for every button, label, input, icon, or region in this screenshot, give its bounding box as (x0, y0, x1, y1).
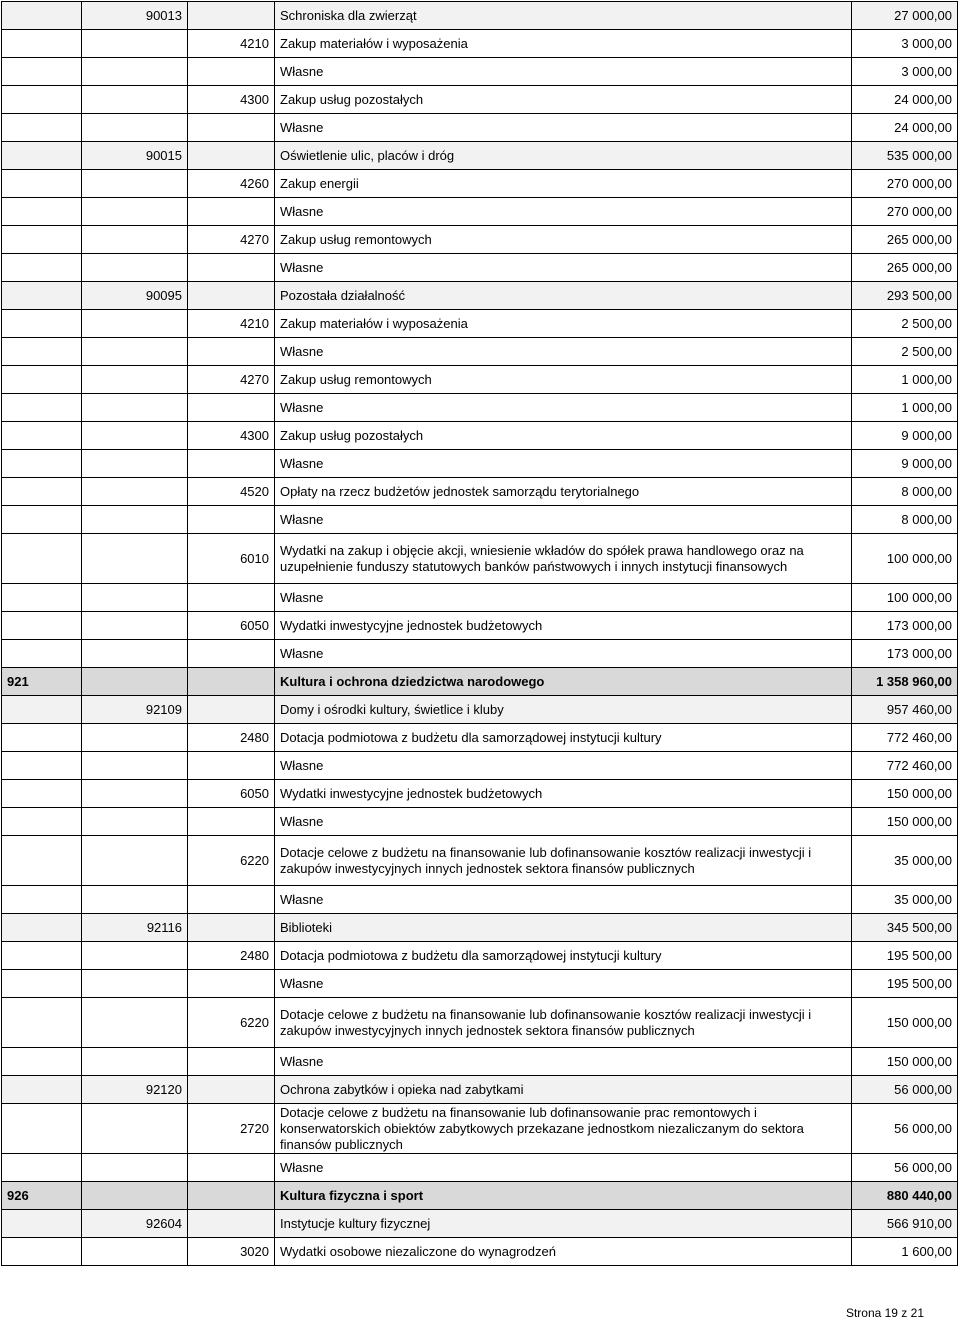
chapter-row (2, 914, 958, 942)
item-name-cell: Zakup usług remontowych (275, 366, 852, 394)
amount-cell: 195 500,00 (852, 970, 958, 998)
section-code-cell (2, 640, 82, 668)
item-name-cell: Ochrona zabytków i opieka nad zabytkami (275, 1076, 852, 1104)
paragraph-row (2, 30, 958, 58)
amount-cell: 9 000,00 (852, 450, 958, 478)
section-code-cell (2, 254, 82, 282)
chapter-code-cell: 92116 (82, 914, 188, 942)
section-code-cell (2, 422, 82, 450)
paragraph-code-cell (188, 338, 275, 366)
item-name-cell: Dotacje celowe z budżetu na finansowanie lub dofinansowanie prac remontowych i konserwatorskich obiektów zabytkowych przekazane jednostkom niezaliczanym do sektora finansów publicznych (275, 1104, 852, 1154)
paragraph-row (2, 422, 958, 450)
paragraph-code-cell: 4210 (188, 30, 275, 58)
source-row (2, 198, 958, 226)
item-name-cell: Wydatki na zakup i objęcie akcji, wniesienie wkładów do spółek prawa handlowego oraz na uzupełnienie funduszy statutowych banków państwowych i innych instytucji finansowych (275, 534, 852, 584)
source-row (2, 640, 958, 668)
section-code-cell (2, 310, 82, 338)
paragraph-code-cell (188, 584, 275, 612)
item-name-cell: Zakup materiałów i wyposażenia (275, 30, 852, 58)
paragraph-code-cell: 4270 (188, 366, 275, 394)
amount-cell: 173 000,00 (852, 640, 958, 668)
section-code-cell (2, 724, 82, 752)
paragraph-code-cell (188, 254, 275, 282)
chapter-code-cell (82, 338, 188, 366)
section-code-cell (2, 170, 82, 198)
section-code-cell (2, 1048, 82, 1076)
item-name-cell: Domy i ośrodki kultury, świetlice i kluby (275, 696, 852, 724)
item-name-cell: Własne (275, 58, 852, 86)
paragraph-code-cell (188, 640, 275, 668)
paragraph-row (2, 170, 958, 198)
item-name-cell: Dotacja podmiotowa z budżetu dla samorządowej instytucji kultury (275, 942, 852, 970)
item-name-cell: Własne (275, 808, 852, 836)
section-code-cell (2, 506, 82, 534)
item-name-cell: Zakup energii (275, 170, 852, 198)
paragraph-code-cell: 6010 (188, 534, 275, 584)
amount-cell: 566 910,00 (852, 1210, 958, 1238)
chapter-code-cell (82, 450, 188, 478)
item-name-cell: Kultura i ochrona dziedzictwa narodowego (275, 668, 852, 696)
chapter-code-cell (82, 998, 188, 1048)
section-code-cell (2, 226, 82, 254)
item-name-cell: Własne (275, 640, 852, 668)
item-name-cell: Własne (275, 506, 852, 534)
paragraph-code-cell (188, 450, 275, 478)
section-code-cell (2, 836, 82, 886)
chapter-code-cell (82, 942, 188, 970)
item-name-cell: Własne (275, 450, 852, 478)
page-number: Strona 19 z 21 (845, 1306, 924, 1320)
amount-cell: 2 500,00 (852, 310, 958, 338)
chapter-code-cell (82, 86, 188, 114)
budget-expenditure-table (1, 1, 958, 1266)
chapter-code-cell (82, 612, 188, 640)
amount-cell: 150 000,00 (852, 1048, 958, 1076)
section-code-cell (2, 1154, 82, 1182)
paragraph-row (2, 942, 958, 970)
source-row (2, 752, 958, 780)
source-row (2, 584, 958, 612)
paragraph-code-cell: 2480 (188, 942, 275, 970)
chapter-code-cell (82, 506, 188, 534)
section-code-cell (2, 886, 82, 914)
item-name-cell: Biblioteki (275, 914, 852, 942)
chapter-code-cell (82, 1048, 188, 1076)
item-name-cell: Zakup usług remontowych (275, 226, 852, 254)
source-row (2, 254, 958, 282)
chapter-row (2, 142, 958, 170)
source-row (2, 886, 958, 914)
amount-cell: 270 000,00 (852, 170, 958, 198)
source-row (2, 450, 958, 478)
amount-cell: 3 000,00 (852, 58, 958, 86)
source-row (2, 1154, 958, 1182)
chapter-code-cell (82, 1182, 188, 1210)
chapter-code-cell (82, 422, 188, 450)
amount-cell: 35 000,00 (852, 886, 958, 914)
section-code-cell (2, 450, 82, 478)
chapter-code-cell (82, 836, 188, 886)
amount-cell: 772 460,00 (852, 724, 958, 752)
source-row (2, 114, 958, 142)
paragraph-row (2, 86, 958, 114)
paragraph-code-cell: 6050 (188, 780, 275, 808)
section-code-cell: 921 (2, 668, 82, 696)
amount-cell: 1 600,00 (852, 1238, 958, 1266)
item-name-cell: Wydatki inwestycyjne jednostek budżetowych (275, 612, 852, 640)
item-name-cell: Własne (275, 886, 852, 914)
chapter-row (2, 1076, 958, 1104)
paragraph-code-cell: 4520 (188, 478, 275, 506)
section-code-cell (2, 142, 82, 170)
section-code-cell (2, 752, 82, 780)
item-name-cell: Własne (275, 1048, 852, 1076)
amount-cell: 3 000,00 (852, 30, 958, 58)
paragraph-code-cell (188, 114, 275, 142)
chapter-code-cell: 92604 (82, 1210, 188, 1238)
item-name-cell: Kultura fizyczna i sport (275, 1182, 852, 1210)
source-row (2, 970, 958, 998)
amount-cell: 150 000,00 (852, 808, 958, 836)
section-code-cell (2, 30, 82, 58)
chapter-code-cell (82, 170, 188, 198)
section-code-cell: 926 (2, 1182, 82, 1210)
section-code-cell (2, 942, 82, 970)
source-row (2, 506, 958, 534)
item-name-cell: Instytucje kultury fizycznej (275, 1210, 852, 1238)
section-code-cell (2, 338, 82, 366)
chapter-code-cell (82, 254, 188, 282)
paragraph-code-cell (188, 808, 275, 836)
amount-cell: 265 000,00 (852, 254, 958, 282)
item-name-cell: Własne (275, 114, 852, 142)
chapter-code-cell (82, 808, 188, 836)
section-code-cell (2, 366, 82, 394)
section-code-cell (2, 1076, 82, 1104)
amount-cell: 265 000,00 (852, 226, 958, 254)
amount-cell: 880 440,00 (852, 1182, 958, 1210)
source-row (2, 808, 958, 836)
paragraph-code-cell: 2480 (188, 724, 275, 752)
section-code-cell (2, 394, 82, 422)
amount-cell: 270 000,00 (852, 198, 958, 226)
paragraph-code-cell (188, 1210, 275, 1238)
paragraph-code-cell (188, 198, 275, 226)
section-code-cell (2, 998, 82, 1048)
paragraph-code-cell: 4210 (188, 310, 275, 338)
chapter-code-cell: 90013 (82, 2, 188, 30)
paragraph-code-cell: 6220 (188, 836, 275, 886)
chapter-code-cell (82, 478, 188, 506)
paragraph-code-cell (188, 970, 275, 998)
amount-cell: 100 000,00 (852, 534, 958, 584)
amount-cell: 345 500,00 (852, 914, 958, 942)
chapter-code-cell (82, 970, 188, 998)
section-code-cell (2, 86, 82, 114)
section-code-cell (2, 478, 82, 506)
paragraph-code-cell (188, 886, 275, 914)
section-code-cell (2, 808, 82, 836)
amount-cell: 24 000,00 (852, 86, 958, 114)
paragraph-code-cell (188, 282, 275, 310)
item-name-cell: Własne (275, 584, 852, 612)
chapter-code-cell (82, 310, 188, 338)
amount-cell: 772 460,00 (852, 752, 958, 780)
section-code-cell (2, 612, 82, 640)
source-row (2, 338, 958, 366)
chapter-code-cell (82, 394, 188, 422)
item-name-cell: Zakup usług pozostałych (275, 86, 852, 114)
chapter-row (2, 696, 958, 724)
item-name-cell: Własne (275, 1154, 852, 1182)
item-name-cell: Własne (275, 970, 852, 998)
section-code-cell (2, 534, 82, 584)
section-code-cell (2, 58, 82, 86)
item-name-cell: Własne (275, 198, 852, 226)
amount-cell: 24 000,00 (852, 114, 958, 142)
chapter-code-cell (82, 1238, 188, 1266)
section-code-cell (2, 780, 82, 808)
paragraph-row (2, 724, 958, 752)
amount-cell: 150 000,00 (852, 998, 958, 1048)
paragraph-row (2, 478, 958, 506)
amount-cell: 293 500,00 (852, 282, 958, 310)
paragraph-code-cell (188, 1182, 275, 1210)
chapter-code-cell (82, 114, 188, 142)
item-name-cell: Dotacje celowe z budżetu na finansowanie lub dofinansowanie kosztów realizacji inwestycji i zakupów inwestycyjnych innych jednostek sektora finansów publicznych (275, 998, 852, 1048)
amount-cell: 100 000,00 (852, 584, 958, 612)
amount-cell: 1 000,00 (852, 366, 958, 394)
paragraph-code-cell (188, 1154, 275, 1182)
paragraph-row (2, 998, 958, 1048)
item-name-cell: Dotacja podmiotowa z budżetu dla samorządowej instytucji kultury (275, 724, 852, 752)
section-code-cell (2, 1238, 82, 1266)
section-code-cell (2, 696, 82, 724)
chapter-code-cell: 90015 (82, 142, 188, 170)
amount-cell: 2 500,00 (852, 338, 958, 366)
section-code-cell (2, 2, 82, 30)
paragraph-code-cell: 2720 (188, 1104, 275, 1154)
chapter-code-cell (82, 58, 188, 86)
amount-cell: 957 460,00 (852, 696, 958, 724)
section-code-cell (2, 198, 82, 226)
paragraph-code-cell: 4300 (188, 422, 275, 450)
item-name-cell: Wydatki inwestycyjne jednostek budżetowych (275, 780, 852, 808)
chapter-code-cell: 92120 (82, 1076, 188, 1104)
item-name-cell: Dotacje celowe z budżetu na finansowanie lub dofinansowanie kosztów realizacji inwestycji i zakupów inwestycyjnych innych jednostek sektora finansów publicznych (275, 836, 852, 886)
chapter-code-cell (82, 584, 188, 612)
section-row (2, 668, 958, 696)
amount-cell: 56 000,00 (852, 1104, 958, 1154)
amount-cell: 27 000,00 (852, 2, 958, 30)
section-code-cell (2, 914, 82, 942)
paragraph-row (2, 1104, 958, 1154)
amount-cell: 9 000,00 (852, 422, 958, 450)
amount-cell: 8 000,00 (852, 506, 958, 534)
chapter-code-cell (82, 30, 188, 58)
item-name-cell: Zakup usług pozostałych (275, 422, 852, 450)
paragraph-code-cell (188, 2, 275, 30)
source-row (2, 58, 958, 86)
paragraph-code-cell (188, 914, 275, 942)
chapter-code-cell (82, 780, 188, 808)
chapter-code-cell: 90095 (82, 282, 188, 310)
paragraph-code-cell: 4300 (188, 86, 275, 114)
item-name-cell: Oświetlenie ulic, placów i dróg (275, 142, 852, 170)
chapter-row (2, 1210, 958, 1238)
chapter-code-cell (82, 668, 188, 696)
paragraph-row (2, 226, 958, 254)
amount-cell: 35 000,00 (852, 836, 958, 886)
chapter-row (2, 282, 958, 310)
paragraph-code-cell (188, 142, 275, 170)
paragraph-code-cell (188, 58, 275, 86)
paragraph-code-cell (188, 394, 275, 422)
item-name-cell: Opłaty na rzecz budżetów jednostek samorządu terytorialnego (275, 478, 852, 506)
paragraph-code-cell (188, 668, 275, 696)
paragraph-row (2, 534, 958, 584)
item-name-cell: Pozostała działalność (275, 282, 852, 310)
item-name-cell: Własne (275, 254, 852, 282)
item-name-cell: Własne (275, 338, 852, 366)
item-name-cell: Własne (275, 394, 852, 422)
chapter-code-cell (82, 724, 188, 752)
paragraph-row (2, 612, 958, 640)
chapter-code-cell (82, 226, 188, 254)
source-row (2, 394, 958, 422)
chapter-code-cell (82, 752, 188, 780)
chapter-code-cell (82, 534, 188, 584)
section-code-cell (2, 1210, 82, 1238)
chapter-code-cell (82, 886, 188, 914)
chapter-code-cell (82, 198, 188, 226)
source-row (2, 1048, 958, 1076)
amount-cell: 56 000,00 (852, 1154, 958, 1182)
amount-cell: 8 000,00 (852, 478, 958, 506)
item-name-cell: Wydatki osobowe niezaliczone do wynagrodzeń (275, 1238, 852, 1266)
paragraph-code-cell: 3020 (188, 1238, 275, 1266)
section-code-cell (2, 970, 82, 998)
paragraph-row (2, 780, 958, 808)
chapter-code-cell (82, 1104, 188, 1154)
amount-cell: 195 500,00 (852, 942, 958, 970)
paragraph-code-cell (188, 696, 275, 724)
chapter-code-cell (82, 640, 188, 668)
paragraph-row (2, 310, 958, 338)
section-code-cell (2, 1104, 82, 1154)
item-name-cell: Schroniska dla zwierząt (275, 2, 852, 30)
paragraph-code-cell: 6050 (188, 612, 275, 640)
paragraph-row (2, 1238, 958, 1266)
amount-cell: 1 000,00 (852, 394, 958, 422)
amount-cell: 535 000,00 (852, 142, 958, 170)
item-name-cell: Zakup materiałów i wyposażenia (275, 310, 852, 338)
amount-cell: 56 000,00 (852, 1076, 958, 1104)
paragraph-row (2, 366, 958, 394)
section-row (2, 1182, 958, 1210)
paragraph-code-cell (188, 1048, 275, 1076)
section-code-cell (2, 282, 82, 310)
chapter-code-cell (82, 366, 188, 394)
paragraph-code-cell (188, 752, 275, 780)
section-code-cell (2, 114, 82, 142)
paragraph-code-cell (188, 506, 275, 534)
amount-cell: 1 358 960,00 (852, 668, 958, 696)
paragraph-code-cell (188, 1076, 275, 1104)
paragraph-code-cell: 4270 (188, 226, 275, 254)
chapter-code-cell: 92109 (82, 696, 188, 724)
amount-cell: 150 000,00 (852, 780, 958, 808)
item-name-cell: Własne (275, 752, 852, 780)
amount-cell: 173 000,00 (852, 612, 958, 640)
chapter-row (2, 2, 958, 30)
paragraph-code-cell: 6220 (188, 998, 275, 1048)
paragraph-code-cell: 4260 (188, 170, 275, 198)
paragraph-row (2, 836, 958, 886)
chapter-code-cell (82, 1154, 188, 1182)
section-code-cell (2, 584, 82, 612)
